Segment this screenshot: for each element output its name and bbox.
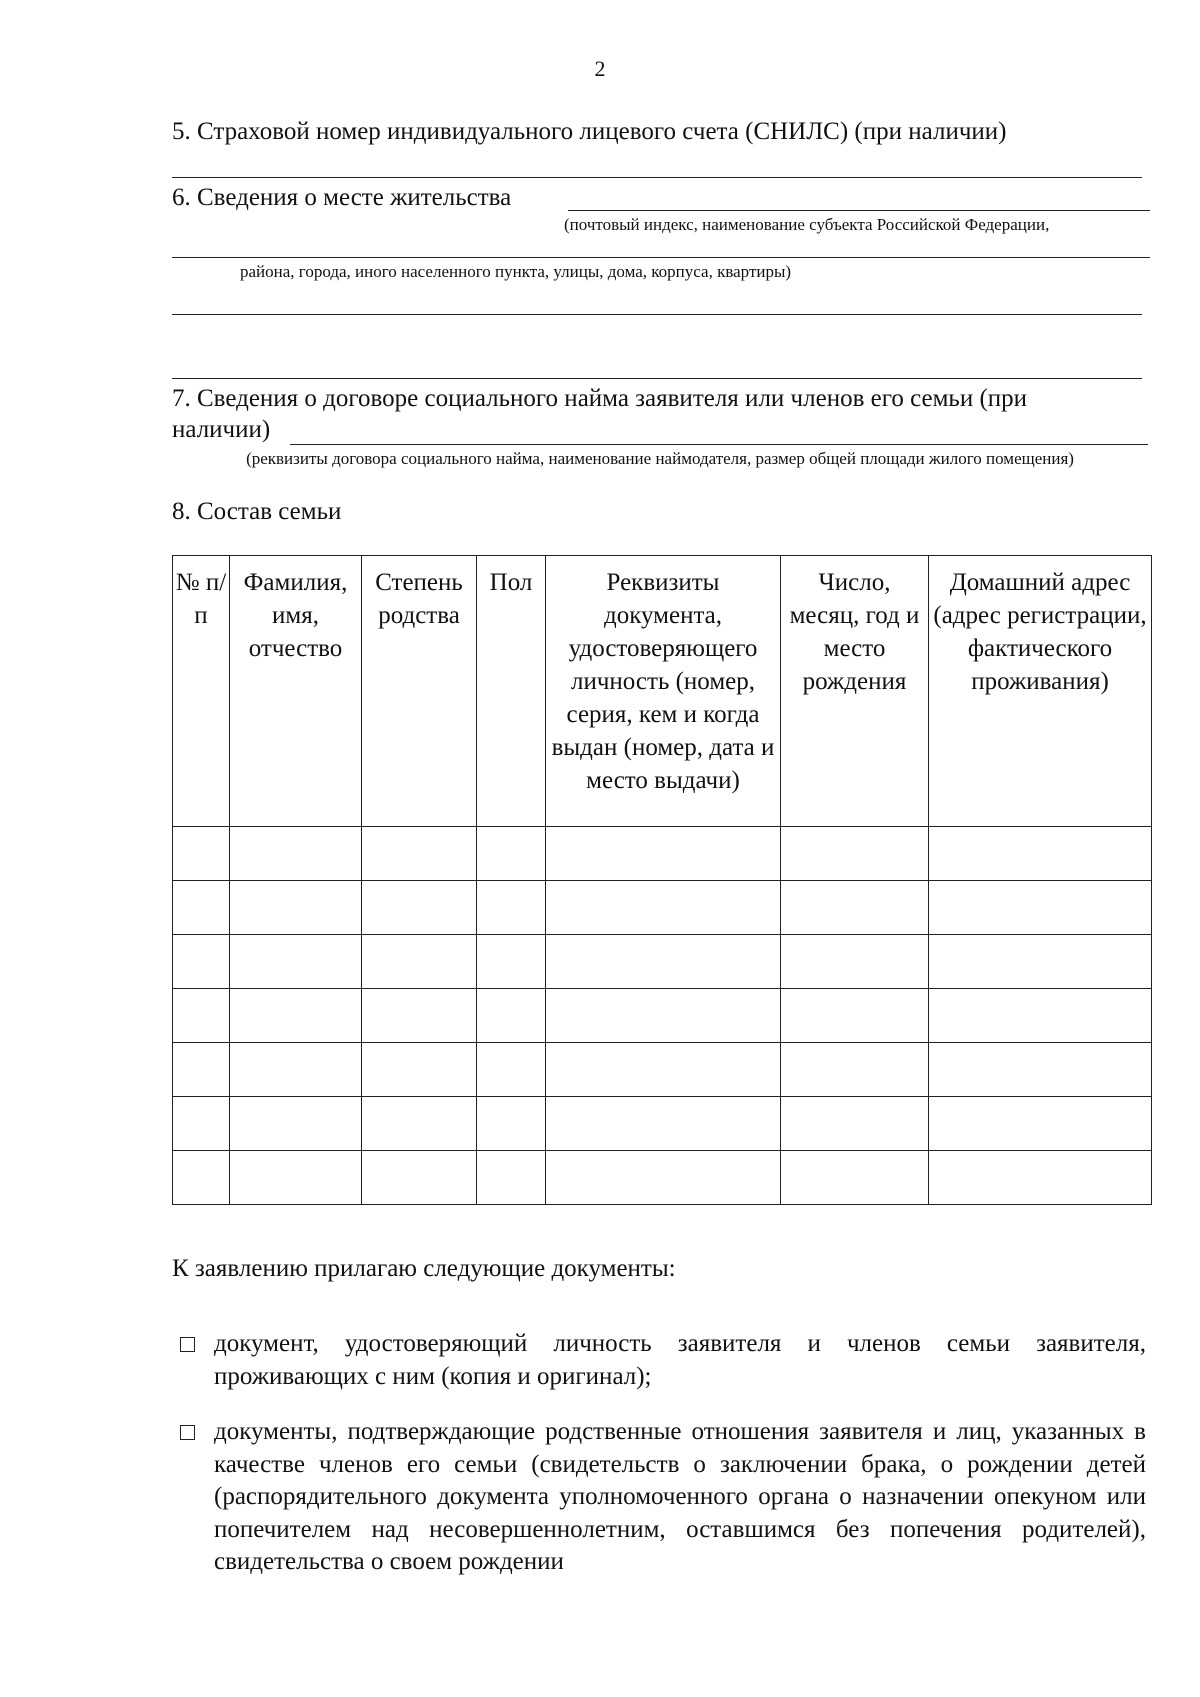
header-number: № п/п xyxy=(173,556,230,827)
table-cell[interactable] xyxy=(781,989,929,1043)
table-cell[interactable] xyxy=(230,1097,362,1151)
table-cell[interactable] xyxy=(477,881,546,935)
table-cell[interactable] xyxy=(362,827,477,881)
table-cell[interactable] xyxy=(230,989,362,1043)
table-cell[interactable] xyxy=(929,989,1152,1043)
table-row xyxy=(173,881,1152,935)
table-cell[interactable] xyxy=(929,1097,1152,1151)
table-row xyxy=(173,827,1152,881)
section-5-title: 5. Страховой номер индивидуального лицевого счета (СНИЛС) (при наличии) xyxy=(172,118,1007,145)
residence-caption-2: района, города, иного населенного пункта, улицы, дома, корпуса, квартиры) xyxy=(240,262,792,281)
family-composition-table xyxy=(172,555,1152,1205)
residence-input-line-4[interactable] xyxy=(172,378,1142,379)
checkbox-icon[interactable] xyxy=(180,1337,195,1352)
table-cell[interactable] xyxy=(781,935,929,989)
table-cell[interactable] xyxy=(546,881,781,935)
table-cell[interactable] xyxy=(929,935,1152,989)
table-cell[interactable] xyxy=(546,1151,781,1205)
table-cell[interactable] xyxy=(477,827,546,881)
table-cell[interactable] xyxy=(173,881,230,935)
table-cell[interactable] xyxy=(546,1043,781,1097)
header-id-document: Реквизиты документа, удостоверяющего личность (номер, серия, кем и когда выдан (номер, дата и место выдачи) xyxy=(546,556,781,827)
table-cell[interactable] xyxy=(929,881,1152,935)
table-row xyxy=(173,1043,1152,1097)
table-cell[interactable] xyxy=(477,1043,546,1097)
section-7-title-line2: наличии) xyxy=(172,416,271,443)
table-cell[interactable] xyxy=(781,1043,929,1097)
table-cell[interactable] xyxy=(173,1151,230,1205)
lease-input-line[interactable] xyxy=(290,444,1148,445)
table-cell[interactable] xyxy=(362,881,477,935)
header-sex: Пол xyxy=(477,556,546,827)
table-cell[interactable] xyxy=(362,989,477,1043)
table-cell[interactable] xyxy=(173,989,230,1043)
section-6-title: 6. Сведения о месте жительства xyxy=(172,184,512,211)
table-cell[interactable] xyxy=(362,1097,477,1151)
table-cell[interactable] xyxy=(173,1043,230,1097)
attachment-item xyxy=(180,1416,1146,1579)
attachments-intro: К заявлению прилагаю следующие документы: xyxy=(172,1255,676,1282)
table-cell[interactable] xyxy=(781,1097,929,1151)
table-cell[interactable] xyxy=(477,935,546,989)
residence-input-line-1[interactable] xyxy=(568,210,1150,211)
table-row xyxy=(173,989,1152,1043)
table-cell[interactable] xyxy=(173,827,230,881)
lease-caption: (реквизиты договора социального найма, наименование наймодателя, размер общей площади жилого помещения) xyxy=(246,449,1074,468)
table-cell[interactable] xyxy=(929,1151,1152,1205)
table-cell[interactable] xyxy=(230,881,362,935)
table-cell[interactable] xyxy=(230,827,362,881)
table-cell[interactable] xyxy=(929,1043,1152,1097)
table-cell[interactable] xyxy=(546,827,781,881)
table-cell[interactable] xyxy=(362,935,477,989)
section-7-title-line1: 7. Сведения о договоре социального найма заявителя или членов его семьи (при xyxy=(172,385,1028,412)
table-row xyxy=(173,935,1152,989)
header-birth-date-place: Число, месяц, год и место рождения xyxy=(781,556,929,827)
residence-input-line-2[interactable] xyxy=(172,257,1150,258)
residence-input-line-3[interactable] xyxy=(172,314,1142,315)
table-cell[interactable] xyxy=(929,827,1152,881)
table-cell[interactable] xyxy=(230,935,362,989)
checkbox-icon[interactable] xyxy=(180,1425,195,1440)
table-cell[interactable] xyxy=(546,935,781,989)
table-row xyxy=(173,1151,1152,1205)
table-cell[interactable] xyxy=(230,1151,362,1205)
attachment-item xyxy=(180,1328,1146,1393)
attachment-item-text: документ, удостоверяющий личность заявителя и членов семьи заявителя, проживающих с ним (копия и оригинал); xyxy=(214,1330,1146,1390)
header-home-address: Домашний адрес (адрес регистрации, фактического проживания) xyxy=(929,556,1152,827)
table-cell[interactable] xyxy=(173,935,230,989)
table-header-row xyxy=(173,556,1152,827)
page-number: 2 xyxy=(594,56,606,81)
table-cell[interactable] xyxy=(362,1043,477,1097)
header-full-name: Фамилия, имя, отчество xyxy=(230,556,362,827)
table-cell[interactable] xyxy=(546,989,781,1043)
attachment-item-text: документы, подтверждающие родственные отношения заявителя и лиц, указанных в качестве членов его семьи (свидетельств о заключении брака, о рождении детей (распорядительного документа уполномоченного органа о назначении опекуном или попечителем над несовершеннолетним, оставшимся без попечения родителей), свидетельства о своем рождении xyxy=(214,1418,1146,1575)
section-8-title: 8. Состав семьи xyxy=(172,498,342,525)
table-cell[interactable] xyxy=(781,1151,929,1205)
table-cell[interactable] xyxy=(477,1151,546,1205)
table-cell[interactable] xyxy=(230,1043,362,1097)
table-cell[interactable] xyxy=(781,827,929,881)
table-cell[interactable] xyxy=(477,989,546,1043)
table-cell[interactable] xyxy=(546,1097,781,1151)
snils-input-line[interactable] xyxy=(172,177,1142,178)
table-cell[interactable] xyxy=(781,881,929,935)
table-cell[interactable] xyxy=(362,1151,477,1205)
table-cell[interactable] xyxy=(173,1097,230,1151)
header-relationship: Степень родства xyxy=(362,556,477,827)
residence-caption-1: (почтовый индекс, наименование субъекта Российской Федерации, xyxy=(564,215,1050,234)
table-row xyxy=(173,1097,1152,1151)
table-cell[interactable] xyxy=(477,1097,546,1151)
